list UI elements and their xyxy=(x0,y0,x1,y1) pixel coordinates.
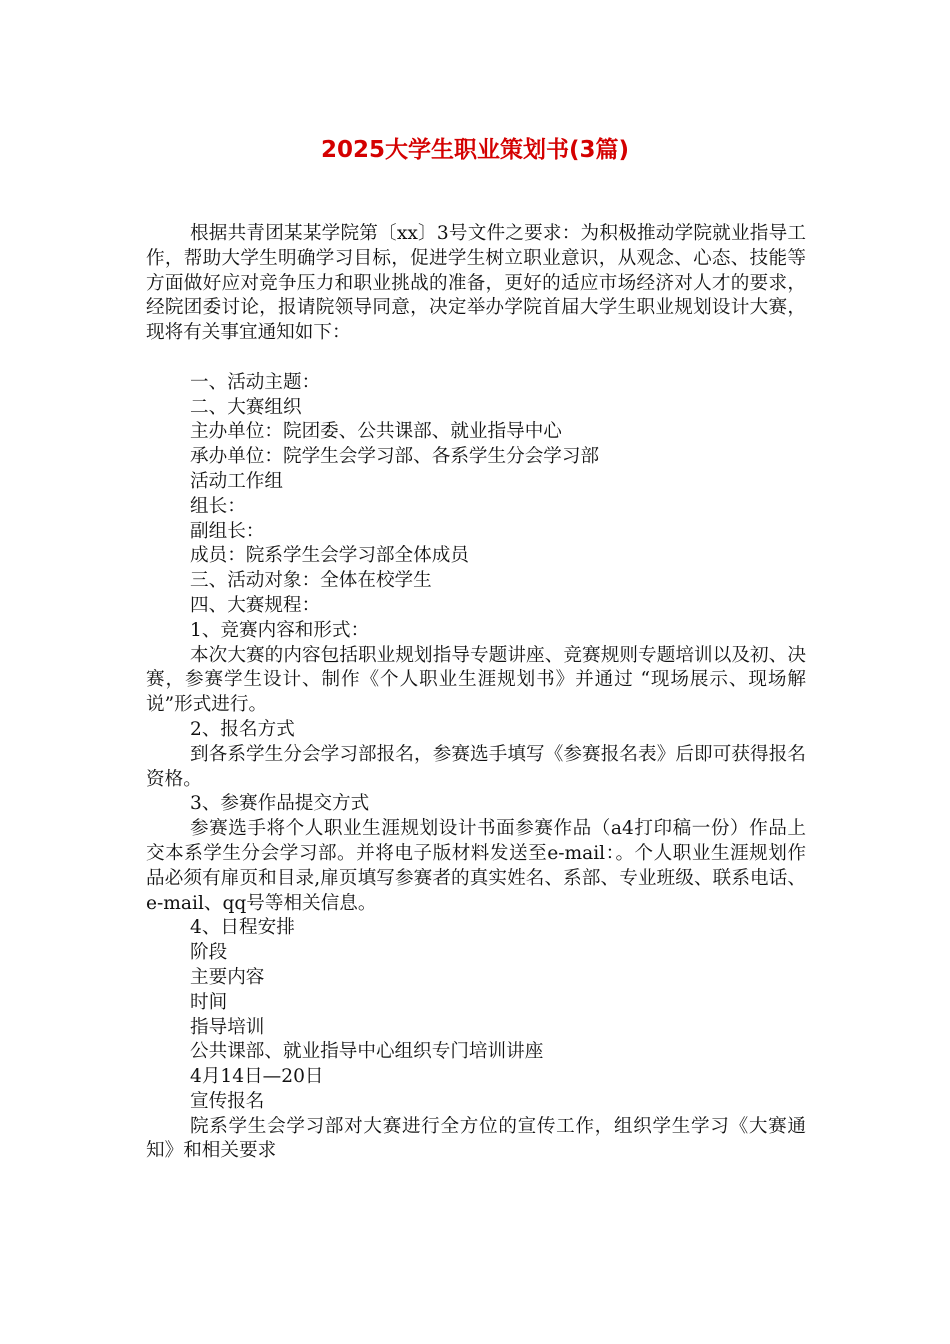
signup-heading: 2、报名方式 xyxy=(190,718,295,740)
signup-paragraph: 到各系学生分会学习部报名，参赛选手填写《参赛报名表》后即可获得报名资格。 xyxy=(146,743,806,790)
schedule-line: 时间 xyxy=(190,991,228,1013)
section-line: 副组长： xyxy=(190,520,265,542)
schedule-line: 指导培训 xyxy=(190,1016,265,1038)
contest-paragraph: 本次大赛的内容包括职业规划指导专题讲座、竞赛规则专题培训以及初、决赛，参赛学生设计、制作《个人职业生涯规划书》并通过 “现场展示、现场解说”形式进行。 xyxy=(146,644,806,716)
section-line: 成员：院系学生会学习部全体成员 xyxy=(190,545,469,567)
section-line: 活动工作组 xyxy=(190,470,283,492)
section-line: 主办单位：院团委、公共课部、就业指导中心 xyxy=(190,421,562,443)
section-line: 1、竞赛内容和形式： xyxy=(190,619,370,641)
schedule-line: 公共课部、就业指导中心组织专门培训讲座 xyxy=(190,1041,544,1063)
section-line: 二、大赛组织 xyxy=(190,396,302,418)
section-line: 三、活动对象：全体在校学生 xyxy=(190,570,432,592)
schedule-line: 主要内容 xyxy=(190,966,265,988)
schedule-line: 阶段 xyxy=(190,942,228,964)
submit-heading: 3、参赛作品提交方式 xyxy=(190,793,370,815)
intro-paragraph: 根据共青团某某学院第〔xx〕3号文件之要求：为积极推动学院就业指导工作，帮助大学生明确学习目标，促进学生树立职业意识，从观念、心态、技能等方面做好应对竞争压力和职业挑战的准备，更好的适应市场经济对人才的要求，经院团委讨论，报请院领导同意，决定举办学院首届大学生职业规划设计大赛，现将有关事宜通知如下： xyxy=(146,223,806,344)
section-line: 一、活动主题： xyxy=(190,371,321,393)
publicity-paragraph: 院系学生会学习部对大赛进行全方位的宣传工作，组织学生学习《大赛通知》和相关要求 xyxy=(146,1115,806,1162)
section-line: 组长： xyxy=(190,495,246,517)
submit-paragraph: 参赛选手将个人职业生涯规划设计书面参赛作品（a4打印稿一份）作品上交本系学生分会学习部。并将电子版材料发送至e-mail：。个人职业生涯规划作品必须有扉页和目录,扉页填写参赛者的真实姓名、系部、专业班级、联系电话、e-mail、qq号等相关信息。 xyxy=(146,818,806,914)
document-body xyxy=(146,222,806,1164)
section-line: 承办单位：院学生会学习部、各系学生分会学习部 xyxy=(190,446,600,468)
schedule-line: 宣传报名 xyxy=(190,1090,265,1112)
document-title: 2025大学生职业策划书(3篇) xyxy=(320,137,630,163)
schedule-line: 4月14日—20日 xyxy=(190,1066,324,1088)
paragraph-gap xyxy=(146,346,806,371)
schedule-line: 4、日程安排 xyxy=(190,917,295,939)
section-line: 四、大赛规程： xyxy=(190,594,321,616)
